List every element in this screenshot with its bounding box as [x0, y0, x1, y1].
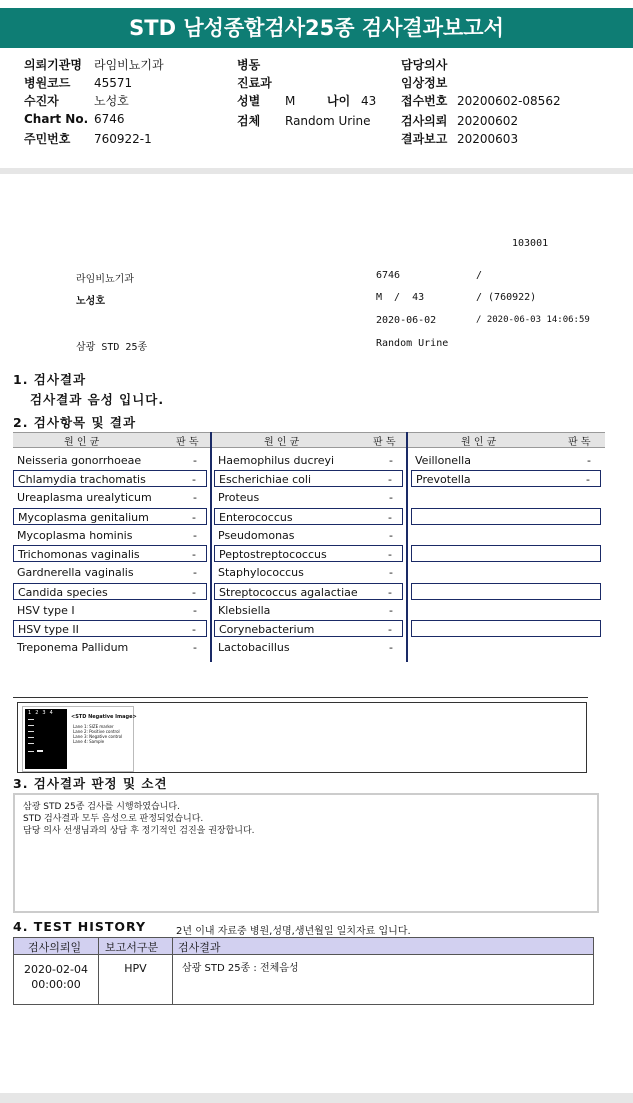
organism-result: - — [587, 454, 591, 467]
organism-result: - — [193, 641, 197, 654]
history-border-right — [593, 937, 594, 1005]
organism-name: Neisseria gonorrhoeae — [17, 454, 142, 467]
organism-name: Prevotella — [416, 473, 471, 486]
col1-header-name: 원 인 균 — [64, 437, 100, 448]
organism-result: - — [192, 548, 196, 561]
organism-name: Mycoplasma genitalium — [18, 511, 149, 524]
result-row — [13, 489, 207, 506]
history-table-header — [13, 937, 594, 955]
organism-name: Escherichiae coli — [219, 473, 312, 486]
header-col3 — [401, 56, 561, 148]
organism-name: Peptostreptococcus — [219, 548, 327, 561]
result-row — [214, 602, 403, 619]
result-row — [214, 527, 403, 544]
organism-name: HSV type I — [17, 604, 75, 617]
organism-name: Gardnerella vaginalis — [17, 566, 134, 579]
organism-result: - — [193, 491, 197, 504]
history-date: 2020-02-04 — [24, 963, 88, 976]
gel-image-panel — [17, 702, 587, 773]
result-row — [13, 564, 207, 581]
result-row — [13, 452, 207, 469]
history-time: 00:00:00 — [31, 978, 81, 991]
result-row — [13, 639, 207, 656]
header-label: 접수번호 — [401, 94, 448, 108]
organism-result: - — [388, 623, 392, 636]
gel-lane-label: 2 — [35, 710, 43, 716]
organism-name: Trichomonas vaginalis — [18, 548, 140, 561]
history-row-date — [14, 962, 98, 992]
gel-image — [25, 709, 67, 769]
section1-summary: 검사결과 음성 입니다. — [30, 392, 165, 407]
empty-row — [411, 508, 601, 525]
report-title: STD 남성종합검사25종 검사결과보고서 — [0, 8, 633, 48]
section4-title: 4. TEST HISTORY — [13, 919, 147, 934]
header-label: 의뢰기관명 — [24, 58, 82, 72]
gel-band — [28, 725, 34, 726]
col2-header-name: 원 인 균 — [264, 437, 300, 448]
history-col-divider — [172, 937, 173, 1005]
result-row — [214, 470, 403, 487]
header-value: 45571 — [94, 76, 133, 90]
header-label: 주민번호 — [24, 132, 71, 146]
result-row — [13, 508, 207, 525]
organism-result: - — [192, 623, 196, 636]
col3-header-result: 판 독 — [568, 437, 591, 448]
header-col2 — [237, 56, 376, 130]
organism-name: Proteus — [218, 491, 260, 504]
history-type: HPV — [124, 962, 147, 975]
organism-name: Mycoplasma hominis — [17, 529, 133, 542]
organism-result: - — [388, 473, 392, 486]
history-result: 삼광 STD 25종 : 전체음성 — [182, 963, 299, 974]
section3-title: 3. 검사결과 판정 및 소견 — [13, 776, 168, 791]
header-value: 20200602 — [457, 114, 519, 128]
gel-band — [28, 731, 34, 732]
result-row — [411, 470, 601, 487]
organism-result: - — [192, 511, 196, 524]
organism-name: Streptococcus agalactiae — [219, 586, 358, 599]
header-value: 6746 — [94, 112, 125, 126]
result-row — [214, 639, 403, 656]
meta-specimen: Random Urine — [376, 338, 449, 349]
organism-name: Staphylococcus — [218, 566, 304, 579]
organism-result: - — [193, 604, 197, 617]
organism-result: - — [192, 473, 196, 486]
header-label: 병동 — [237, 58, 261, 72]
header-col1 — [24, 56, 164, 148]
organism-name: Chlamydia trachomatis — [18, 473, 146, 486]
result-row — [214, 508, 403, 525]
gel-lane-label: 1 — [28, 710, 36, 716]
meta-patient: 노성호 — [76, 296, 105, 307]
findings-box — [13, 793, 599, 913]
header-value: 라임비뇨기과 — [94, 58, 164, 72]
meta-test-name: 삼광 STD 25종 — [76, 342, 148, 353]
gel-top-line — [13, 697, 588, 698]
findings-line: 삼광 STD 25종 검사를 시행하였습니다. — [23, 802, 180, 812]
result-row — [13, 470, 207, 487]
col3-header-name: 원 인 균 — [461, 437, 497, 448]
organism-name: Treponema Pallidum — [17, 641, 129, 654]
gel-legend-item: Lane 2: Positive control — [73, 729, 120, 734]
organism-result: - — [193, 566, 197, 579]
empty-row — [411, 545, 601, 562]
history-header-result: 검사결과 — [178, 941, 221, 954]
meta-report-time: / 2020-06-03 14:06:59 — [476, 315, 590, 325]
organism-result: - — [388, 586, 392, 599]
organism-name: Lactobacillus — [218, 641, 290, 654]
result-row — [13, 527, 207, 544]
organism-result: - — [192, 586, 196, 599]
organism-result: - — [389, 604, 393, 617]
gel-legend-item: Lane 3: Negative control — [73, 734, 123, 739]
result-row — [13, 545, 207, 562]
gel-legend-item: Lane 1: SIZE marker — [73, 724, 114, 729]
header-value: Random Urine — [285, 114, 371, 128]
empty-row — [411, 620, 601, 637]
gel-figure — [22, 706, 137, 772]
header-value: 20200602-08562 — [457, 94, 561, 108]
organism-name: Veillonella — [415, 454, 471, 467]
section2-title: 2. 검사항목 및 결과 — [13, 415, 137, 430]
header-label: 성별 — [237, 94, 261, 108]
header-label: 검사의뢰 — [401, 114, 448, 128]
meta-chart: 6746 — [376, 270, 401, 281]
history-border-bottom — [13, 1004, 594, 1005]
col2-header-result: 판 독 — [373, 437, 396, 448]
history-header-type: 보고서구분 — [105, 941, 159, 954]
header-label: Chart No. — [24, 112, 89, 126]
header-separator — [0, 168, 633, 174]
organism-name: Klebsiella — [218, 604, 271, 617]
organism-result: - — [389, 641, 393, 654]
organism-name: Ureaplasma urealyticum — [17, 491, 152, 504]
section1-title: 1. 검사결과 — [13, 372, 87, 387]
organism-result: - — [193, 454, 197, 467]
meta-sex-age: M / 43 — [376, 292, 425, 303]
column-divider — [406, 432, 408, 662]
organism-name: Enterococcus — [219, 511, 293, 524]
report-code: 103001 — [512, 238, 549, 249]
header-label: 진료과 — [237, 76, 272, 90]
organism-name: Candida species — [18, 586, 108, 599]
result-row — [214, 620, 403, 637]
age-value: 43 — [361, 94, 377, 108]
meta-clinic: 라임비뇨기과 — [76, 274, 134, 285]
gel-lane-labels — [28, 710, 57, 716]
organism-name: Haemophilus ducreyi — [218, 454, 335, 467]
meta-slash: / — [476, 270, 483, 281]
history-note: 2년 이내 자료중 병원,성명,생년월일 일치자료 입니다. — [176, 926, 411, 937]
gel-title: <STD Negative Image> — [71, 714, 137, 720]
footer-strip — [0, 1093, 633, 1103]
column-divider — [210, 432, 212, 662]
header-label: 수진자 — [24, 94, 59, 108]
gel-band — [28, 737, 34, 738]
meta-date: 2020-06-02 — [376, 315, 437, 326]
header-value: 20200603 — [457, 132, 519, 146]
header-value: 노성호 — [94, 94, 129, 108]
empty-row — [411, 583, 601, 600]
results-table-header — [13, 432, 605, 448]
header-label: 결과보고 — [401, 132, 448, 146]
result-row — [411, 452, 601, 469]
result-row — [214, 545, 403, 562]
organism-result: - — [193, 529, 197, 542]
organism-result: - — [389, 566, 393, 579]
result-row — [214, 489, 403, 506]
organism-result: - — [389, 491, 393, 504]
header-value: M — [285, 94, 296, 108]
result-row — [214, 452, 403, 469]
header-info — [0, 48, 633, 168]
organism-result: - — [388, 548, 392, 561]
header-label: 담당의사 — [401, 58, 448, 72]
result-row — [13, 620, 207, 637]
meta-birth: / (760922) — [476, 292, 537, 303]
result-row — [214, 564, 403, 581]
gel-band — [28, 719, 34, 720]
gel-band — [37, 750, 43, 752]
findings-line: 담당 의사 선생님과의 상담 후 정기적인 검진을 권장합니다. — [23, 826, 255, 836]
col1-header-result: 판 독 — [176, 437, 199, 448]
header-label: 임상정보 — [401, 76, 448, 90]
header-value: 760922-1 — [94, 132, 152, 146]
organism-name: Pseudomonas — [218, 529, 295, 542]
organism-result: - — [389, 529, 393, 542]
gel-band — [28, 743, 34, 744]
organism-result: - — [586, 473, 590, 486]
result-row — [13, 583, 207, 600]
organism-result: - — [388, 511, 392, 524]
age-label: 나이 — [327, 94, 351, 108]
gel-lane-label: 4 — [49, 710, 57, 716]
gel-band — [28, 751, 34, 752]
history-header-date: 검사의뢰일 — [28, 941, 82, 954]
findings-line: STD 검사결과 모두 음성으로 판정되었습니다. — [23, 814, 204, 824]
organism-result: - — [389, 454, 393, 467]
gel-lane-label: 3 — [42, 710, 50, 716]
result-row — [13, 602, 207, 619]
organism-name: HSV type II — [18, 623, 79, 636]
header-label: 검체 — [237, 114, 261, 128]
organism-name: Corynebacterium — [219, 623, 315, 636]
gel-legend-item: Lane 4: Sample — [73, 739, 105, 744]
header-label: 병원코드 — [24, 76, 71, 90]
result-row — [214, 583, 403, 600]
gel-legend — [73, 724, 122, 744]
